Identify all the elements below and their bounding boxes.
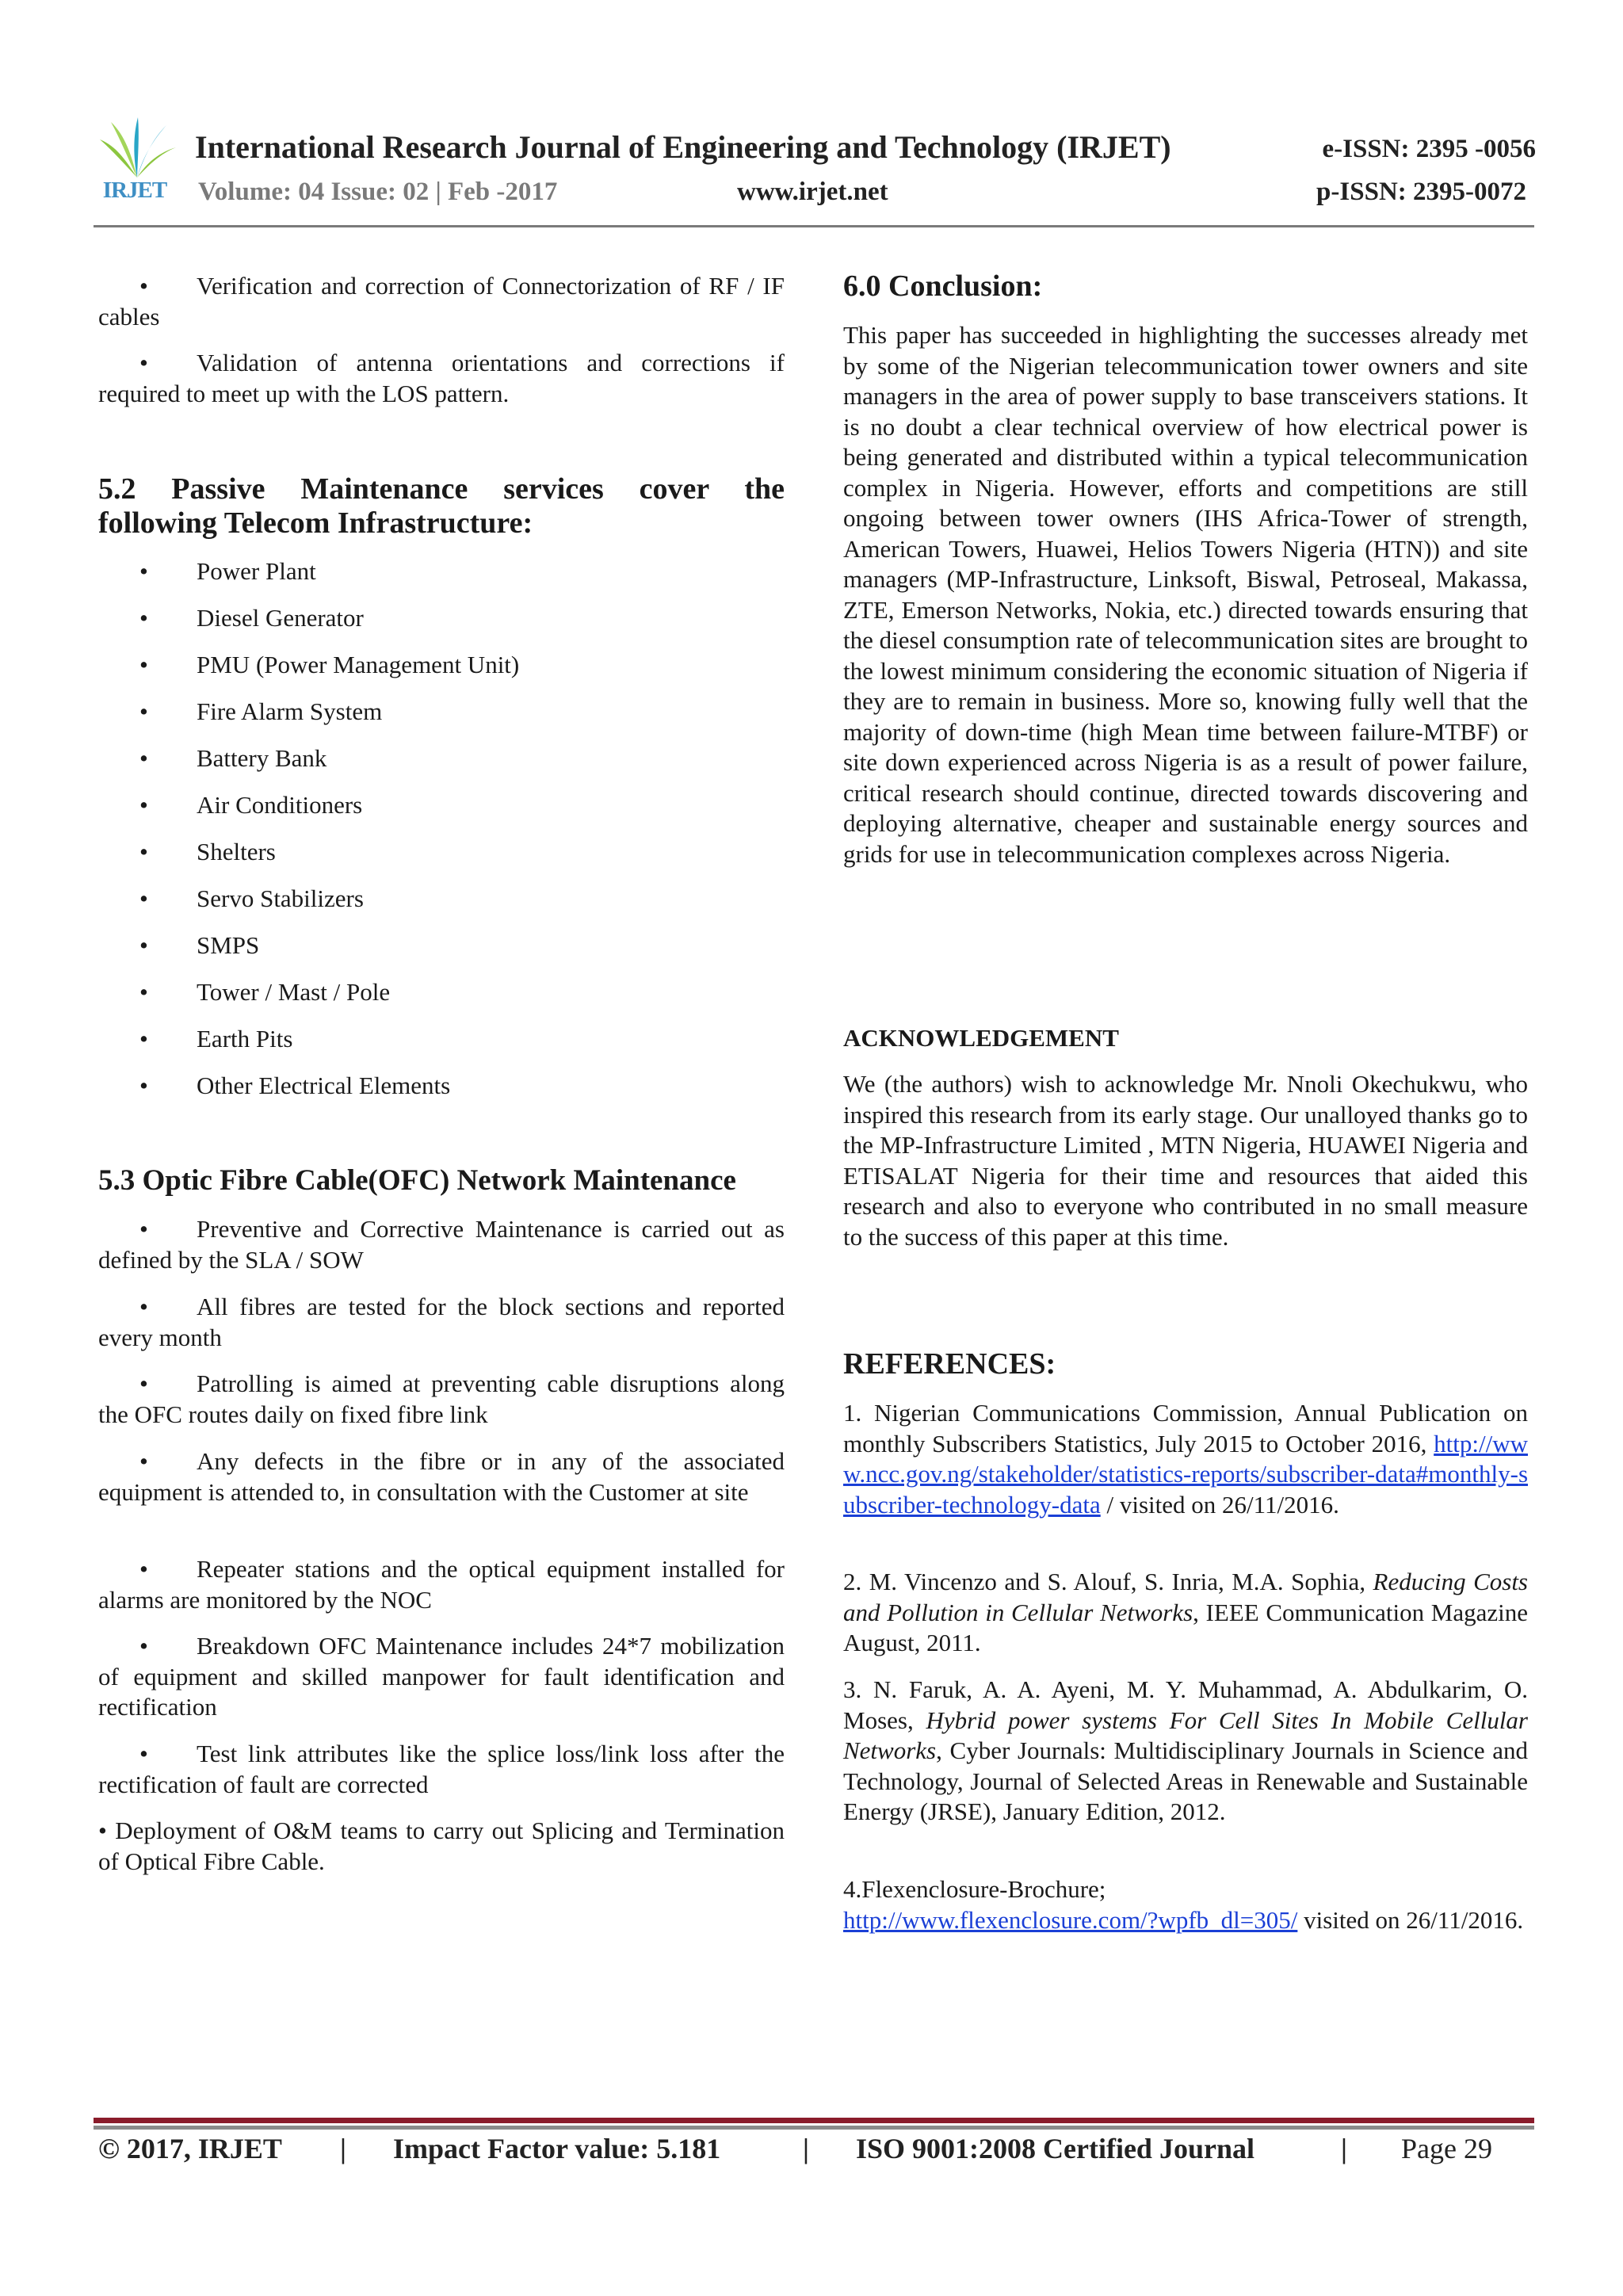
bullet-icon: • [139, 744, 148, 772]
conclusion-body: This paper has succeeded in highlighting the successes already met by some of the Nigerian telecommunication tower owners and site managers in the area of power supply to base transceivers stations. It is no doubt a clear technical overview of how electrical power is being generated and distributed within a typical telecommunication complex in Nigeria. However, efforts and competitions are still ongoing between tower owners (IHS Africa-Tower of strength, American Towers, Huawei, Helios Towers Nigeria (HTN)) and site managers (MP-Infrastructure, Linksoft, Biswal, Petroseal, Makassa, ZTE, Emerson Networks, Nokia, etc.) directed towards ensuring that the diesel consumption rate of telecommunication sites are brought to the lowest minimum considering the economic situation of Nigeria if they are to remain in business. More so, knowing fully well that the majority of down-time (high Mean time between failure-MTBF) or site down experienced across Nigeria is as a result of power failure, critical research should continue, directed towards discovering and deploying alternative, cheaper and sustainable energy sources and grids for use in telecommunication complexes across Nigeria. [843, 321, 1528, 868]
bullet-icon: • [139, 1215, 148, 1243]
bullet-icon: • [139, 557, 148, 585]
list-item: • Repeater stations and the optical equipment installed for alarms are monitored by the NOC [98, 1555, 785, 1614]
footer-separator: | [1341, 2133, 1347, 2164]
list-item: • All fibres are tested for the block sections and reported every month [98, 1293, 785, 1351]
list-item: • SMPS [139, 930, 259, 961]
footer-separator: | [803, 2133, 809, 2164]
list-item: • Tower / Mast / Pole [139, 977, 390, 1008]
page-footer [98, 2132, 1533, 2172]
list-item: • Earth Pits [139, 1024, 292, 1055]
footer-divider-grey [94, 2126, 1534, 2130]
bullet-icon: • [139, 1025, 148, 1052]
acknowledgement-body: We (the authors) wish to acknowledge Mr. Nnoli Okechukwu, who inspired this research from its early stage. Our unalloyed thanks go to the MP-Infrastructure Limited , MTN Nigeria, HUAWEI Nigeria and ETISALAT Nigeria for their time and resources that aided this research and also to everyone who contributed in no small measure to the success of this paper at this time. [843, 1070, 1528, 1251]
list-item: • Verification and correction of Connectorization of RF / IF cables [98, 272, 785, 330]
bullet-icon: • [139, 978, 148, 1006]
footer-separator: | [340, 2133, 346, 2164]
bullet-icon: • [139, 1740, 148, 1767]
footer-iso: ISO 9001:2008 Certified Journal [856, 2133, 1254, 2164]
logo-text: IRJET [102, 178, 167, 203]
bullet-icon: • [139, 349, 148, 376]
reference-2: 2. M. Vincenzo and S. Alouf, S. Inria, M.A. Sophia, Reducing Costs and Pollution in Cellular Networks, IEEE Communication Magazine August, 2011. [843, 1568, 1529, 1656]
footer-page-number: Page 29 [1401, 2133, 1492, 2164]
reference-1-link[interactable]: http://www.ncc.gov.ng/stakeholder/statistics-reports/subscriber-data#monthly-subscriber-technology-data [843, 1429, 1529, 1519]
bullet-icon: • [139, 1293, 148, 1320]
list-item: • Diesel Generator [139, 603, 364, 634]
bullet-icon: • [139, 604, 148, 632]
bullet-icon: • [139, 1632, 148, 1660]
footer-divider-red [94, 2118, 1534, 2123]
p-issn: p-ISSN: 2395-0072 [1316, 178, 1526, 206]
bullet-icon: • [139, 272, 148, 300]
references-heading: REFERENCES: [843, 1347, 1056, 1381]
list-item: • Any defects in the fibre or in any of the associated equipment is attended to, in consultation with the Customer at site [98, 1447, 785, 1506]
bullet-icon: • [139, 651, 148, 678]
list-item: • Test link attributes like the splice loss/link loss after the rectification of fault are corrected [98, 1740, 785, 1798]
bullet-icon: • [139, 1370, 148, 1397]
list-item-last: • Deployment of O&M teams to carry out Splicing and Termination of Optical Fibre Cable. [98, 1817, 785, 1875]
list-item: • Patrolling is aimed at preventing cable disruptions along the OFC routes daily on fixed fibre link [98, 1370, 785, 1428]
conclusion-heading: 6.0 Conclusion: [843, 269, 1043, 303]
header-divider [94, 225, 1534, 227]
list-item: • Preventive and Corrective Maintenance is carried out as defined by the SLA / SOW [98, 1215, 785, 1274]
reference-1: 1. Nigerian Communications Commission, Annual Publication on monthly Subscribers Statistics, July 2015 to October 2016, http://www.ncc.gov.ng/stakeholder/statistics-reports/subscriber-data#monthly-subscriber-technology-data / visited on 26/11/2016. [843, 1399, 1529, 1519]
page-header [94, 116, 1536, 227]
bullet-icon: • [139, 1555, 148, 1583]
section-heading-5-2-line2: following Telecom Infrastructure: [98, 506, 533, 540]
section-heading-5-3: 5.3 Optic Fibre Cable(OFC) Network Maintenance [98, 1164, 736, 1197]
footer-impact-factor: Impact Factor value: 5.181 [393, 2133, 721, 2164]
list-item: • Other Electrical Elements [139, 1071, 450, 1102]
list-item: • Validation of antenna orientations and corrections if required to meet up with the LOS pattern. [98, 349, 785, 407]
e-issn: e-ISSN: 2395 -0056 [1322, 135, 1536, 163]
list-item: • PMU (Power Management Unit) [139, 650, 519, 681]
reference-4: 4.Flexenclosure-Brochure; http://www.flexenclosure.com/?wpfb_dl=305/ visited on 26/11/2016. [843, 1875, 1524, 1934]
bullet-icon: • [139, 838, 148, 865]
list-item: • Air Conditioners [139, 790, 362, 821]
journal-title: International Research Journal of Engineering and Technology (IRJET) [195, 129, 1171, 165]
bullet-icon: • [139, 791, 148, 819]
reference-3: 3. N. Faruk, A. A. Ayeni, M. Y. Muhammad, A. Abdulkarim, O. Moses, Hybrid power systems For Cell Sites In Mobile Cellular Networks, Cyber Journals: Multidisciplinary Journals in Science and Technology, Journal of Selected Areas in Renewable and Sustainable Energy (JRSE), January Edition, 2012. [843, 1675, 1528, 1825]
list-item: • Shelters [139, 837, 276, 868]
list-item: • Power Plant [139, 556, 316, 587]
acknowledgement-heading: ACKNOWLEDGEMENT [843, 1024, 1119, 1052]
bullet-icon: • [139, 1072, 148, 1099]
section-heading-5-2: 5.2 Passive Maintenance services cover the [98, 472, 785, 506]
bullet-icon: • [139, 1447, 148, 1475]
list-item: • Fire Alarm System [139, 697, 382, 728]
journal-website[interactable]: www.irjet.net [737, 178, 888, 206]
logo-leaves-icon [94, 116, 181, 179]
reference-4-link[interactable]: http://www.flexenclosure.com/?wpfb_dl=305/ [843, 1905, 1298, 1934]
footer-copyright: © 2017, IRJET [98, 2133, 282, 2164]
list-item: • Servo Stabilizers [139, 884, 364, 915]
volume-issue: Volume: 04 Issue: 02 | Feb -2017 [198, 178, 558, 206]
bullet-icon: • [139, 884, 148, 912]
bullet-icon: • [139, 697, 148, 725]
bullet-icon: • [139, 931, 148, 959]
irjet-logo [94, 116, 181, 215]
list-item: • Breakdown OFC Maintenance includes 24*7 mobilization of equipment and skilled manpower for fault identification and rectification [98, 1632, 785, 1721]
list-item: • Battery Bank [139, 743, 327, 774]
